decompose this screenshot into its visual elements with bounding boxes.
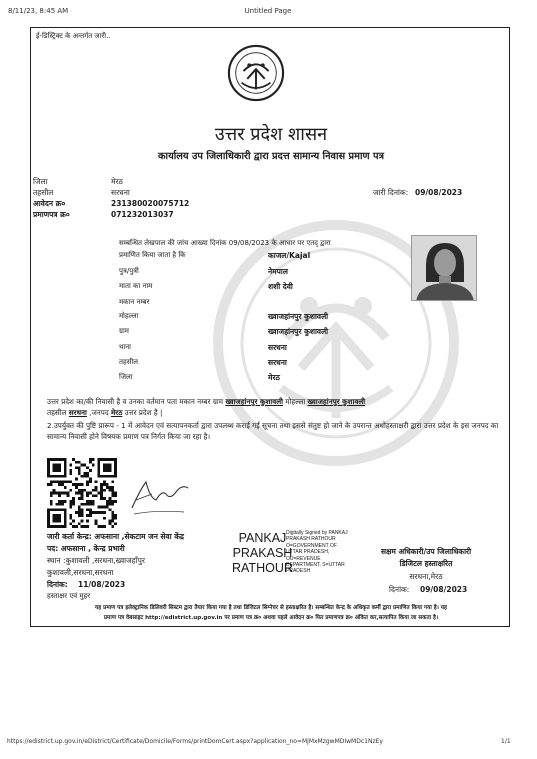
- issuer-center: जारी कर्ता केन्द्र: अफसाना ,सेकटाम जन सेवा केंद्र: [47, 532, 185, 541]
- print-url: https://edistrict.up.gov.in/eDistrict/Certificate/Domicile/Forms/printDomCert.aspx?application_no=MjMxMzgwMDIwMDc1NzEy: [7, 738, 383, 745]
- edistrict-label: ई-डिस्ट्रिक्ट के अन्तर्गत जारी..: [36, 32, 111, 40]
- person-value-thana: सरधना: [268, 343, 287, 352]
- intro-line-2: प्रमाणित किया जाता है कि: [119, 251, 186, 259]
- intro-line-1: सम्बन्धित लेखपाल की जांच आख्या दिनांक 09/08/2023 के आधार पर एतद् द्वारा: [119, 239, 331, 247]
- issuer-place-line-2: कुशावली,सरधना,सरधना: [47, 568, 114, 577]
- meta-value-district: मेरठ: [111, 177, 123, 186]
- person-value-tehsil: सरधना: [268, 358, 287, 367]
- para1-part-i: उत्तर प्रदेश है |: [122, 407, 163, 417]
- issuer-date-value: 11/08/2023: [78, 580, 126, 589]
- digital-signature-detail: PRAKASH RATHOUR: [286, 536, 336, 543]
- digital-signature-detail: UTTAR PRADESH,: [286, 549, 330, 556]
- authority-place: सरधना,मेरठ: [409, 572, 443, 581]
- footer-note-line-2: प्रमाण पत्र वेबसाइट http://edistrict.up.gov.in पर प्रमाण पत्र क्र० अथवा पहले आवेदन क्र० फिर प्रमाणपत्र क्र० अंकित कर,सत्यापित किया जा सकता है।: [103, 615, 439, 621]
- person-label-district: जिला: [119, 373, 133, 381]
- person-label-house-no: मकान नम्बर: [119, 298, 150, 306]
- person-value-district: मेरठ: [268, 373, 280, 382]
- print-page-title: Untitled Page: [244, 7, 292, 15]
- para1-mohalla: ख्वाजहांनपुर कुशावली: [307, 397, 366, 406]
- authority-title: सक्षम अधिकारी/उप जिलाधिकारी: [380, 547, 472, 556]
- para1-part-e: तहसील: [47, 407, 69, 417]
- para1-part-g: ,जनपद: [86, 407, 111, 417]
- meta-label-certificate-no: प्रमाणपत्र क्र०: [33, 210, 70, 219]
- applicant-photo-image: [412, 236, 477, 301]
- handwritten-signature: [126, 470, 196, 518]
- print-datetime: 8/11/23, 8:45 AM: [8, 7, 69, 15]
- person-label-thana: थाना: [119, 343, 131, 351]
- digital-signature-details: [286, 530, 348, 575]
- confirmation-paragraph: 2.उपर्युक्त की पुष्टि प्रारूप - 1 में आवेदन एवं सत्यापनकर्ता द्वारा उपलब्ध कराई गई सूचना तथा इससे संतुष्ट हो जाने के उपरान्त अधोहस्ताक्षरी द्वारा उत्तर प्रदेश के इस जनपद का सामान्य निवासी होने विषयक प्रमाण पत्र निर्गत किया जा रहा है।: [47, 421, 499, 441]
- authority-date-label: दिनांक:: [389, 585, 410, 594]
- person-name: काजल/Kajal: [268, 251, 311, 260]
- digital-signature-detail: DEPARTMENT, S=UTTAR: [286, 562, 345, 569]
- digital-signature-detail: PRADESH: [286, 568, 311, 575]
- meta-label-application-no: आवेदन क्र०: [33, 199, 66, 208]
- meta-value-tehsil: सरधना: [111, 188, 130, 197]
- digital-signer-name-line-1: PANKAJ: [238, 531, 287, 545]
- para1-part-a: उत्तर प्रदेश का/की निवासी है व उनका वर्तमान पता मकान नम्बर ग्राम: [47, 397, 226, 406]
- applicant-photo: [411, 235, 477, 301]
- person-value-village: ख्वाजहांनपुर कुशावली: [268, 327, 329, 336]
- print-page-number: 1/1: [501, 738, 511, 745]
- person-value-mother: शशी देवी: [268, 282, 293, 291]
- person-label-mother: माता का नाम: [119, 282, 153, 290]
- authority-digitally-signed: डिजिटल हस्ताक्षरित: [399, 559, 453, 568]
- verification-qr-code: [47, 458, 117, 528]
- digital-signature-detail: Digitally Signed by PANKAJ: [286, 530, 348, 536]
- footer-note-line-1: यह प्रमाण पत्र इलेक्ट्रानिक डिलिवरी सिस्टम द्वारा तैयार किया गया है तथा डिजिटल सिग्नेचर से हस्ताक्षरित है। सम्बन्धित केन्द्र के अधिकृत कर्मी द्वारा प्रमाणित किया गया है। यह: [94, 605, 448, 611]
- person-label-village: ग्राम: [119, 327, 129, 335]
- person-value-mohalla: ख्वाजहांनपुर कुशावली: [268, 312, 329, 321]
- issue-date-value: 09/08/2023: [415, 188, 463, 197]
- meta-label-district: जिला: [33, 177, 48, 186]
- person-label-mohalla: मोहल्ला: [119, 312, 139, 320]
- person-label-father: पुत्र/पुत्री: [119, 267, 139, 275]
- para1-tehsil: सरधना: [68, 407, 87, 417]
- domicile-certificate: [30, 27, 510, 627]
- meta-label-tehsil: तहसील: [33, 188, 54, 197]
- certificate-title: कार्यालय उप जिलाधिकारी द्वारा प्रदत्त सामान्य निवास प्रमाण पत्र: [158, 151, 384, 162]
- meta-value-application-no: 231380020075712: [111, 199, 190, 208]
- government-heading: उत्तर प्रदेश शासन: [214, 124, 328, 145]
- person-value-father: नेमपाल: [268, 267, 288, 276]
- digital-signer-name-line-2: PRAKASH: [232, 546, 293, 560]
- para1-district: मेरठ: [110, 407, 123, 417]
- para1-part-c: मोहल्ला: [282, 397, 308, 406]
- issuer-sign-seal: हस्ताक्षर एवं मुहर: [47, 592, 91, 600]
- digital-signer-name: [232, 531, 293, 576]
- issuer-post: पद: अफसाना , केन्द्र प्रभारी: [47, 544, 125, 553]
- up-emblem-logo: [227, 44, 285, 102]
- issuer-place-line-1: स्थान :कुशावली ,सरधना,ख्वाजहाँपुर: [47, 556, 145, 565]
- digital-signature-detail: O=GOVERNMENT OF: [286, 542, 337, 549]
- para1-village: ख्वाजहांनपुर कुशावली: [225, 397, 283, 406]
- authority-date-value: 09/08/2023: [420, 585, 468, 594]
- residence-paragraph: [47, 397, 507, 418]
- digital-signature-detail: OU=REVENUE: [286, 555, 321, 562]
- person-label-tehsil: तहसील: [119, 358, 138, 366]
- meta-value-certificate-no: 071232013037: [111, 210, 174, 219]
- issuer-date-label: दिनांक:: [47, 580, 68, 589]
- digital-signer-name-line-3: RATHOUR: [232, 561, 293, 575]
- issue-date-label: जारी दिनांक:: [373, 188, 409, 197]
